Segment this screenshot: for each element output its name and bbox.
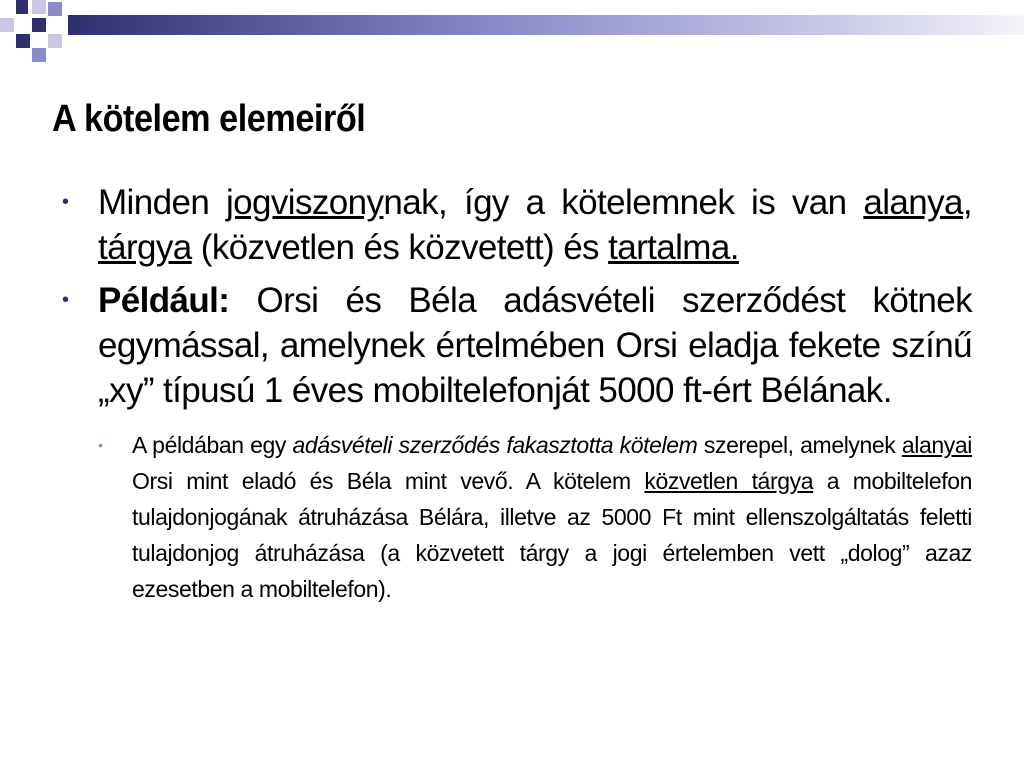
decor-square bbox=[0, 18, 14, 32]
text-run: nak, így a kötelemnek is van bbox=[383, 183, 864, 222]
text-run: (közvetlen és közvetett) és bbox=[191, 228, 609, 267]
header-decoration bbox=[0, 0, 1024, 70]
bullet-item bbox=[62, 278, 972, 413]
decor-square bbox=[16, 0, 28, 14]
text-run: Orsi és Béla adásvételi szerződést kötnek egymással, amelynek értelmében Orsi eladja fekete színű „xy” típusú 1 éves mobiltelefonját 5000 ft-ért Bélának. bbox=[98, 281, 972, 410]
underlined-term: közvetlen tárgya bbox=[644, 468, 814, 494]
text-run: Minden bbox=[98, 183, 226, 222]
bullet-dot-icon: • bbox=[98, 437, 103, 453]
decor-square bbox=[16, 34, 30, 48]
text-run: Orsi mint eladó és Béla mint vevő. A kötelem bbox=[132, 432, 984, 494]
text-run: A példában egy bbox=[132, 432, 293, 458]
decor-square bbox=[32, 0, 46, 14]
bullet-text bbox=[98, 180, 972, 270]
decor-square bbox=[48, 34, 62, 48]
text-run: a mobiltelefon tulajdonjogának átruházása Bélára, illetve az 5000 Ft mint ellenszolgáltatás feletti tulajdonjog átruházása (a közvetett tárgy a jogi értelemben vett „dolog” azaz ezesetben a mobiltelefon). bbox=[132, 468, 972, 602]
bullet-text bbox=[98, 278, 972, 413]
sub-bullet-item bbox=[98, 427, 984, 607]
text-run: , bbox=[962, 183, 972, 222]
underlined-term: jogviszony bbox=[225, 183, 384, 222]
underlined-term: alanyai bbox=[901, 432, 972, 458]
header-gradient-bar bbox=[68, 15, 1024, 35]
slide-title: A kötelem elemeiről bbox=[52, 98, 366, 140]
bullet-item bbox=[62, 180, 972, 270]
bold-lead: Például: bbox=[98, 281, 230, 320]
decor-square bbox=[48, 2, 62, 16]
italic-term: adásvételi szerződés fakasztotta kötelem bbox=[292, 432, 698, 458]
bullet-dot-icon: • bbox=[62, 191, 70, 213]
decor-square bbox=[32, 18, 46, 32]
underlined-term: alanya bbox=[863, 183, 963, 222]
underlined-term: tartalma. bbox=[608, 228, 739, 267]
text-run: szerepel, amelynek bbox=[697, 432, 902, 458]
bullet-dot-icon: • bbox=[62, 289, 70, 311]
sub-bullet-text bbox=[132, 427, 984, 607]
underlined-term: tárgya bbox=[98, 228, 192, 267]
decor-square bbox=[32, 48, 46, 62]
slide-body bbox=[62, 180, 984, 607]
